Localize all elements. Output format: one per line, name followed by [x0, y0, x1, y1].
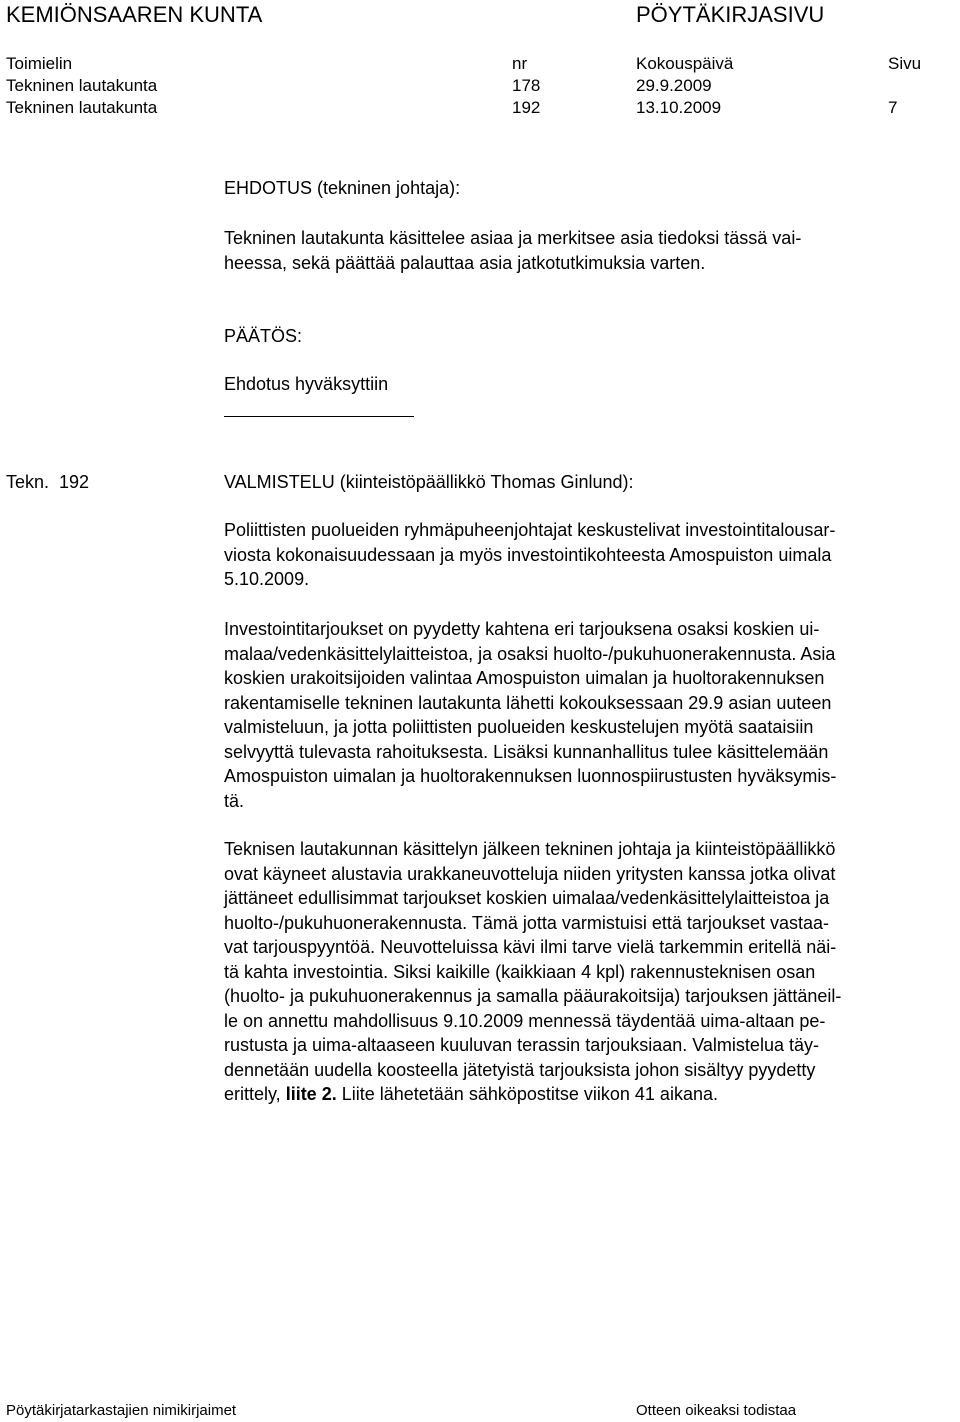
paragraph-last-line [224, 1082, 954, 1107]
section-divider [224, 416, 414, 417]
footer-certification: Otteen oikeaksi todistaa [636, 1402, 797, 1419]
decision-heading: PÄÄTÖS: [224, 326, 303, 346]
col-header-body: Toimielin [6, 54, 73, 73]
paragraph-1 [224, 518, 954, 592]
attachment-reference: liite 2. [285, 1084, 337, 1104]
row1-date: 29.9.2009 [636, 76, 712, 95]
section-reference: Tekn. 192 [6, 472, 90, 492]
proposal-text [224, 226, 954, 275]
decision-text: Ehdotus hyväksyttiin [224, 374, 389, 394]
paragraph-line: rustusta ja uima-altaaseen kuuluvan terassin tarjouksiaan. Valmistelua täy- [224, 1035, 819, 1055]
paragraph-line: Teknisen lautakunnan käsittelyn jälkeen tekninen johtaja ja kiinteistöpäällikkö [224, 839, 836, 859]
paragraph-line: huolto-/pukuhuonerakennusta. Tämä jotta varmistuisi että tarjoukset vastaa- [224, 912, 829, 933]
paragraph-line: Amospuiston uimalan ja huoltorakennuksen luonnospiirustusten hyväksymis- [224, 766, 837, 786]
row1-body: Tekninen lautakunta [6, 76, 158, 95]
row1-nr: 178 [512, 76, 541, 95]
row2-date: 13.10.2009 [636, 98, 722, 117]
paragraph-line: jättäneet edullisimmat tarjoukset koskien uimalaa/vedenkäsittelylaitteistoa ja [224, 888, 830, 908]
paragraph-2 [224, 617, 954, 813]
paragraph-line: tä. [224, 790, 245, 811]
col-header-page: Sivu [888, 54, 922, 73]
paragraph-line: Investointitarjoukset on pyydetty kahtena eri tarjouksena osaksi koskien ui- [224, 619, 820, 639]
paragraph-line: Poliittisten puolueiden ryhmäpuheenjohtajat keskustelivat investointitalousar- [224, 520, 836, 540]
col-header-nr: nr [512, 54, 528, 73]
section-title: VALMISTELU (kiinteistöpäällikkö Thomas Ginlund): [224, 472, 634, 492]
row2-body: Tekninen lautakunta [6, 98, 158, 117]
paragraph-line: malaa/vedenkäsittelylaitteistoa, ja osaksi huolto-/pukuhuonerakennusta. Asia [224, 643, 836, 664]
footer-signature-initials: Pöytäkirjatarkastajien nimikirjaimet [6, 1402, 237, 1419]
paragraph-line: viosta kokonaisuudessaan ja myös investointikohteesta Amospuiston uimala [224, 544, 832, 565]
proposal-heading: EHDOTUS (tekninen johtaja): [224, 178, 461, 198]
col-header-date: Kokouspäivä [636, 54, 734, 73]
paragraph-line: tä kahta investointia. Siksi kaikille (kaikkiaan 4 kpl) rakennusteknisen osan [224, 961, 816, 982]
paragraph-line: (huolto- ja pukuhuonerakennus ja samalla pääurakoitsija) tarjouksen jättäneil- [224, 986, 842, 1006]
proposal-line: heessa, sekä päättää palauttaa asia jatkotutkimuksia varten. [224, 252, 706, 273]
paragraph-line: le on annettu mahdollisuus 9.10.2009 mennessä täydentää uima-altaan pe- [224, 1010, 826, 1031]
municipality-name: KEMIÖNSAAREN KUNTA [6, 2, 263, 27]
paragraph-line: selvyyttä tulevasta rahoituksesta. Lisäksi kunnanhallitus tulee käsittelemään [224, 741, 829, 762]
row2-page: 7 [888, 98, 898, 117]
last-line-start: erittely, [224, 1084, 286, 1104]
row2-nr: 192 [512, 98, 541, 117]
paragraph-3 [224, 837, 954, 1107]
paragraph-line: koskien urakoitsijoiden valintaa Amospuiston uimalan ja huoltorakennuksen [224, 668, 825, 688]
document-type: PÖYTÄKIRJASIVU [636, 2, 825, 27]
last-line-end: Liite lähetetään sähköpostitse viikon 41 aikana. [336, 1084, 718, 1104]
proposal-line: Tekninen lautakunta käsittelee asiaa ja merkitsee asia tiedoksi tässä vai- [224, 228, 802, 248]
paragraph-line: 5.10.2009. [224, 569, 310, 589]
paragraph-line: valmisteluun, ja jotta poliittisten puolueiden keskustelujen myötä saataisiin [224, 717, 814, 737]
paragraph-line: ovat käyneet alustavia urakkaneuvotteluja niiden yritysten kanssa jotka olivat [224, 863, 836, 884]
paragraph-line: dennetään uudella koosteella jätetyistä tarjouksista johon sisältyy pyydetty [224, 1059, 816, 1080]
paragraph-line: vat tarjouspyyntöä. Neuvotteluissa kävi ilmi tarve vielä tarkemmin eritellä näi- [224, 937, 837, 957]
paragraph-line: rakentamiselle tekninen lautakunta lähetti kokouksessaan 29.9 asian uuteen [224, 692, 832, 713]
